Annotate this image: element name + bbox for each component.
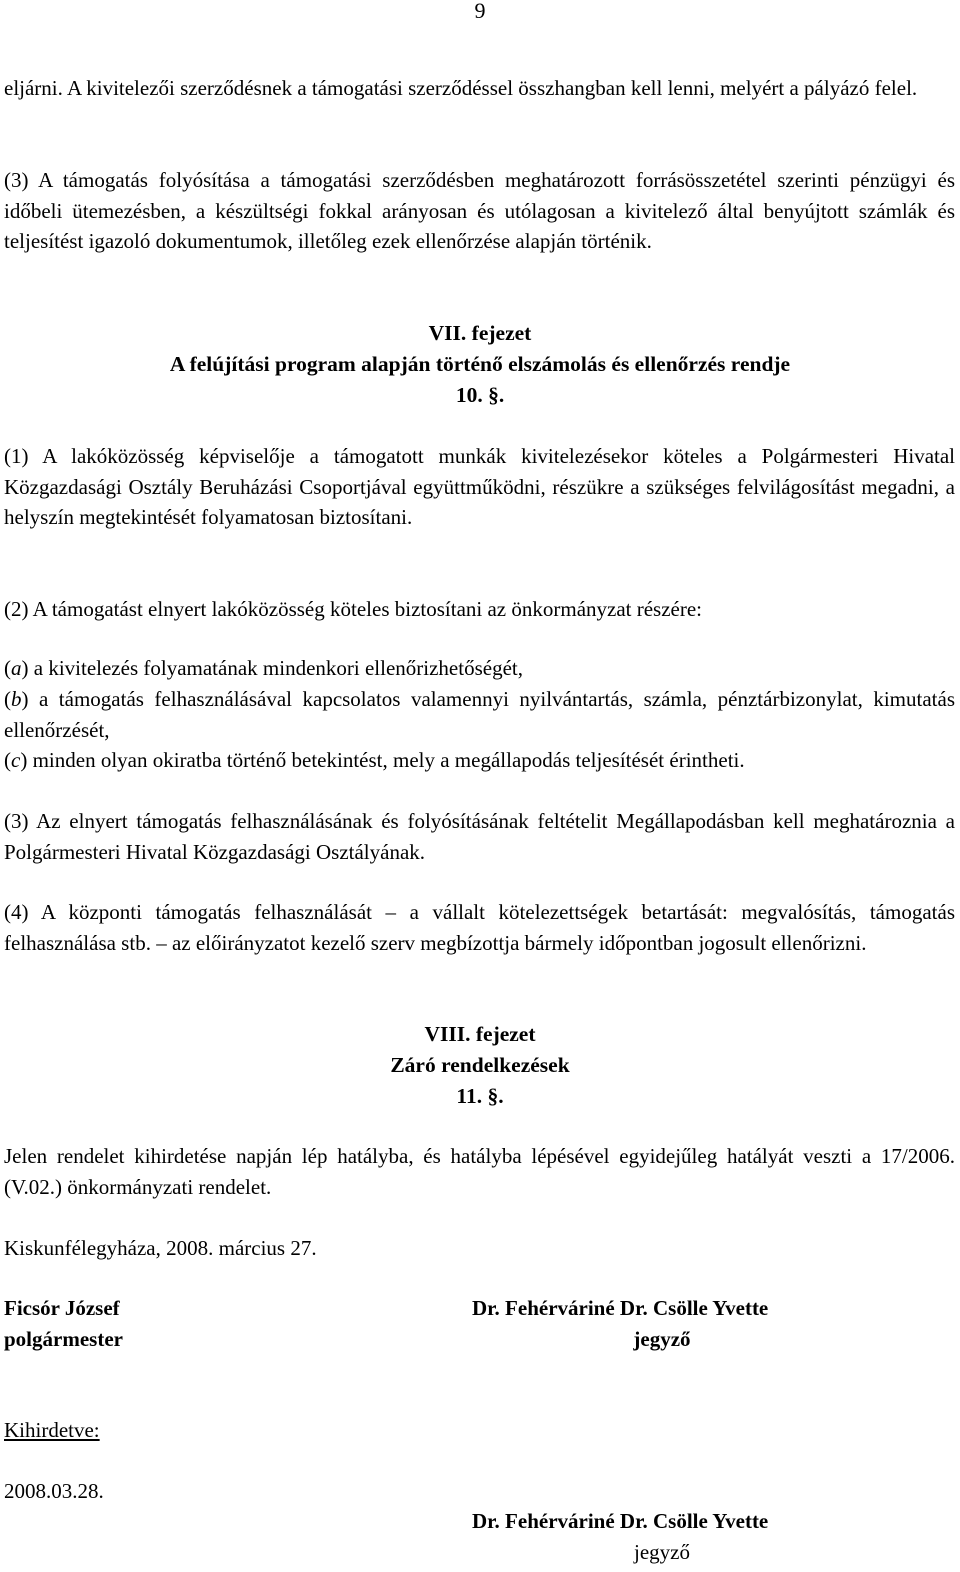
promulgation-date: 2008.03.28. [4, 1479, 104, 1503]
list-letter-c: c [11, 748, 21, 772]
chapter-8-title: Záró rendelkezések [390, 1053, 570, 1077]
list-item-b: (b) a támogatás felhasználásával kapcsolatos valamennyi nyilvántartás, számla, pénztárbizonylat, kimutatás ellenőrzését, [4, 687, 955, 742]
list-letter-b: b [11, 687, 22, 711]
promulgation-label: Kihirdetve: [4, 1418, 100, 1442]
list-item-a: (a) a kivitelezés folyamatának mindenkori ellenőrizhetőségét, [4, 656, 523, 680]
chapter-7-number: VII. fejezet [428, 321, 532, 345]
signature-right-title: jegyző [633, 1327, 691, 1351]
promulgation-signer-name: Dr. Fehérváriné Dr. Csölle Yvette [472, 1509, 769, 1533]
section-10-paragraph-1: (1) A lakóközösség képviselője a támogatott munkák kivitelezésekor köteles a Polgármesteri Hivatal Közgazdasági Osztály Beruházási Csoportjával együttműködni, részükre a szükséges felvilágosítást megadni, a helyszín megtekintését folyamatosan biztosítani. [4, 444, 955, 529]
promulgation-signer-title: jegyző [634, 1540, 690, 1564]
signature-left-title: polgármester [4, 1327, 123, 1351]
paragraph-3: (3) A támogatás folyósítása a támogatási szerződésben meghatározott forrásösszetétel szerinti pénzügyi és időbeli ütemezésben, a készültségi fokkal arányosan és utólagosan a kivitelező által benyújtott számlák és teljesítést igazoló dokumentumok, illetőleg ezek ellenőrzése alapján történik. [4, 168, 955, 253]
section-10-paragraph-2: (2) A támogatást elnyert lakóközösség köteles biztosítani az önkormányzat részére: [4, 597, 703, 621]
section-10-heading: 10. §. [455, 383, 505, 407]
list-item-c: (c) minden olyan okiratba történő betekintést, mely a megállapodás teljesítését érintheti. [4, 748, 745, 772]
continuation-paragraph: eljárni. A kivitelezői szerződésnek a támogatási szerződéssel összhangban kell lenni, melyért a pályázó felel. [4, 76, 918, 100]
section-11-heading: 11. §. [456, 1084, 504, 1108]
section-11-paragraph: Jelen rendelet kihirdetése napján lép hatályba, és hatályba lépésével egyidejűleg hatályát veszti a 17/2006. (V.02.) önkormányzati rendelet. [4, 1144, 955, 1199]
place-date: Kiskunfélegyháza, 2008. március 27. [4, 1236, 317, 1260]
list-text-a: a kivitelezés folyamatának mindenkori ellenőrizhetőségét, [28, 656, 523, 680]
list-text-b: a támogatás felhasználásával kapcsolatos valamennyi nyilvántartás, számla, pénztárbizonylat, kimutatás ellenőrzését, [4, 687, 955, 742]
chapter-8-number: VIII. fejezet [424, 1022, 536, 1046]
list-text-c: minden olyan okiratba történő betekintést, mely a megállapodás teljesítését érintheti. [27, 748, 745, 772]
section-10-paragraph-3: (3) Az elnyert támogatás felhasználásának és folyósításának feltételit Megállapodásban kell meghatároznia a Polgármesteri Hivatal Közgazdasági Osztályának. [4, 809, 955, 864]
signature-right-name: Dr. Fehérváriné Dr. Csölle Yvette [472, 1296, 769, 1320]
section-10-paragraph-4: (4) A központi támogatás felhasználását – a vállalt kötelezettségek betartását: megvalósítás, támogatás felhasználása stb. – az előirányzatot kezelő szerv megbízottja bármely időpontban jogosult ellenőrizni. [4, 900, 955, 955]
page-number: 9 [474, 0, 486, 23]
list-letter-a: a [11, 656, 22, 680]
chapter-7-title: A felújítási program alapján történő elszámolás és ellenőrzés rendje [169, 352, 791, 376]
signature-left-name: Ficsór József [4, 1296, 120, 1320]
